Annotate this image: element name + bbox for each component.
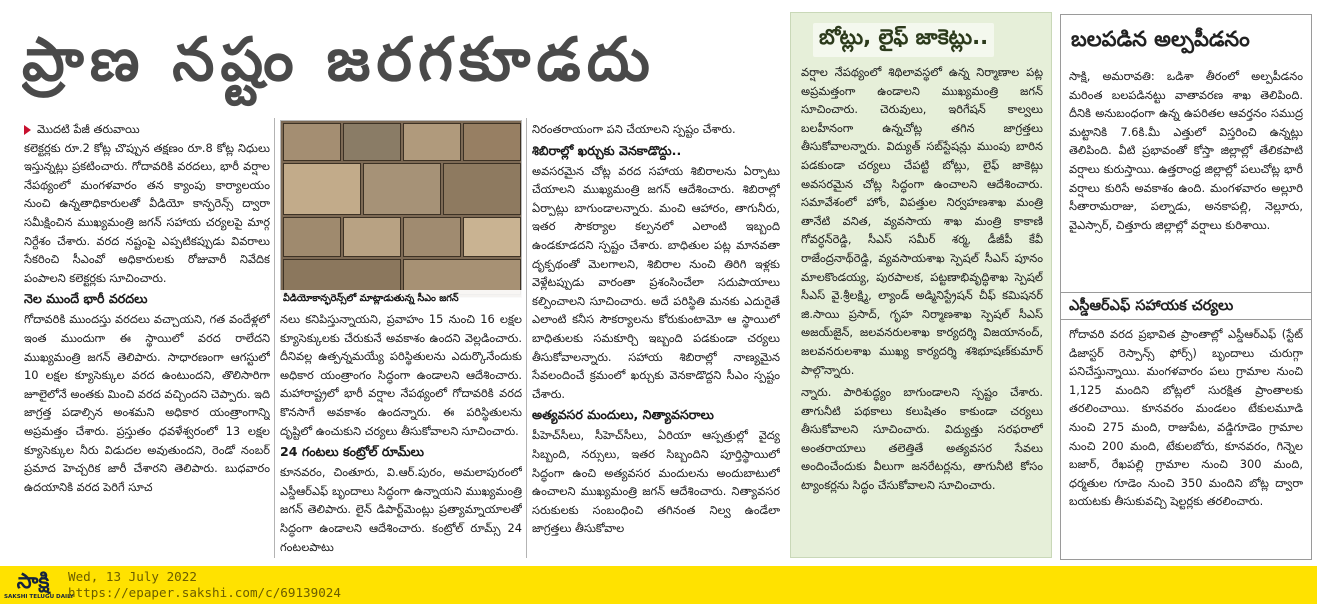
article-paragraph: కలెక్టర్లకు రూ.2 కోట్ల చొప్పున తక్షణం రూ.8 కోట్ల నిధులు ఇస్తున్నట్లు ప్రకటించారు. గోదావరికి వరదలు, భారీ వర్షాల నేపథ్యంలో మంగళవారం తన క్యాంపు కార్యాలయం నుంచి ఉన్నతాధికారులతో వీడియో కాన్ఫరెన్స్ ద్వారా సమీక్షించిన ముఖ్యమంత్రి జగన్ సహాయ చర్యలపై మార్గ నిర్దేశం చేశారు. వరద నష్టంపై ఎప్పటికప్పుడు వివరాలు సేకరించి సీఎంవో అధికారులకు రోజువారీ నివేదిక పంపాలని కలెక్టర్లకు సూచించారు. xyxy=(24,140,270,285)
article-paragraph: సాక్షి, అమరావతి: ఒడిశా తీరంలో అల్పపీడనం మరింత బలపడినట్టు వాతావరణ శాఖ తెలిపింది. దీనికి అనుబంధంగా ఉన్న ఉపరితల ఆవర్తనం సముద్ర మట్టానికి 7.6కి.మీ ఎత్తులో విస్తరించి ఉన్నట్లు తెలిపింది. వీటి ప్రభావంతో కోస్తా జిల్లాల్లో తేలికపాటి వర్షాలు కురుస్తాయి. ఉత్తరాంధ్ర జిల్లాల్లో పలుచోట్ల భారీ వర్షాలు కురిసే అవకాశం ఉంది. మంగళవారం అల్లూరి సీతారామరాజు, పల్నాడు, అనకాపల్లి, నెల్లూరు, వైఎస్సార్, చిత్తూరు జిల్లాల్లో వర్షాలు కురిశాయి. xyxy=(1069,69,1303,232)
subheading: 24 గంటలు కంట్రోల్ రూమ్‌లు xyxy=(280,444,424,460)
article-column-1 xyxy=(24,120,270,560)
article-paragraph: పీహెచ్‌సీలు, సీహెచ్‌సీలు, ఏరియా ఆస్పత్రుల్లో వైద్య సిబ్బంది, నర్సులు, ఇతర సిబ్బందిని పూర్తిస్థాయిలో సిద్ధంగా ఉంచి అత్యవసర మందులను అందుబాటులో ఉంచాలని ముఖ్యమంత్రి జగన్ ఆదేశించారు. నిత్యావసర సరుకులకు సంబంధించి తగినంత నిల్వ ఉండేలా జాగ్రత్తలు తీసుకోవాల xyxy=(532,428,780,536)
box-body-top xyxy=(1069,67,1303,289)
box-title: బలపడిన అల్పపీడనం xyxy=(1071,27,1250,51)
jump-label: మొదటి పేజీ తరువాయి xyxy=(37,122,140,136)
photo-caption: వీడియోకాన్ఫరెన్స్‌లో మాట్లాడుతున్న సీఎం జగన్ xyxy=(280,290,522,308)
article-paragraph: గోదావరి వరద ప్రభావిత ప్రాంతాల్లో ఎస్డీఆర్ఎఫ్ (స్టేట్ డిజాస్టర్ రెస్పాన్స్ ఫోర్స్) బృందాలు చురుగ్గా పనిచేస్తున్నాయి. మంగళవారం పలు గ్రామాల నుంచి 1,125 మందిని బోట్లలో సురక్షిత ప్రాంతాలకు తరలించాయి. కూనవరం మండలం టేకులమూడి నుంచి 275 మంది, రాజుపేట, వడ్డిగూడెం గ్రామాల నుంచి 200 మంది, టేకులబోరు, కూనవరం, గిన్నెల బజార్, రేఖపల్లి గ్రామాల నుంచి 300 మంది, ధర్మతుల గూడెం నుంచి 350 మందిని బోట్ల ద్వారా బయటకు తీసుకువచ్చి షెల్టర్లకు తరలించారు. xyxy=(1069,327,1303,509)
box-subheading: ఎస్డీఆర్ఎఫ్ సహాయక చర్యలు xyxy=(1061,292,1311,320)
article-column-3 xyxy=(532,120,780,560)
article-paragraph: గోదావరికి ముందస్తు వరదలు వచ్చాయని, గత వందేళ్లలో ఇంత ముందుగా ఈ స్థాయిలో వరద రాలేదని ముఖ్యమంత్రి జగన్ తెలిపారు. సాధారణంగా ఆగస్టులో 10 లక్షల క్యూసెక్కుల వరద ఉంటుందని, తొలిసారిగా జూలైలోనే అంతకు మించి వరద వచ్చిందని చెప్పారు. ఇది జాగ్రత్త పడాల్సిన అంశమని అధికార యంత్రాంగాన్ని అప్రమత్తం చేశారు. ప్రస్తుతం ధవళేశ్వరంలో 13 లక్షల క్యూసెక్కుల నీరు విడుదల అవుతుందని, రెండో నంబర్ ప్రమాద హెచ్చరిక జారీ చేశారని తెలిపారు. బుధవారం ఉదయానికి వరద పెరిగే సూచ xyxy=(24,312,270,494)
article-paragraph: నిరంతరాయంగా పని చేయాలని స్పష్టం చేశారు. xyxy=(532,122,736,136)
subheading: శిబిరాల్లో ఖర్చుకు వెనకాడొద్దు.. xyxy=(532,142,682,158)
epaper-link[interactable]: https://epaper.sakshi.com/c/69139024 xyxy=(68,585,341,600)
article-paragraph: కూనవరం, చింతూరు, వి.ఆర్.పురం, అమలాపురంలో ఎస్డీఆర్ఎఫ్ బృందాలు సిద్ధంగా ఉన్నాయని ముఖ్యమంత్రి జగన్ తెలిపారు. లైన్ డిపార్ట్‌మెంట్లు ప్రత్యామ్నాయాలతో సిద్ధంగా ఉండాలని ఆదేశించారు. కంట్రోల్ రూమ్స్ 24 గంటలపాటు xyxy=(280,465,522,554)
low-pressure-news-box xyxy=(1060,14,1312,560)
epaper-footer-bar xyxy=(0,566,1317,604)
sakshi-logo-tagline: SAKSHI TELUGU DAILY xyxy=(4,594,74,600)
subheading: అత్యవసర మందులు, నిత్యావసరాలు xyxy=(532,407,714,423)
sidebar-body xyxy=(801,63,1043,553)
edition-date: Wed, 13 July 2022 xyxy=(68,569,197,584)
article-paragraph: వర్షాల నేపథ్యంలో శిథిలావస్థలో ఉన్న నిర్మాణాల పట్ల అప్రమత్తంగా ఉండాలని ముఖ్యమంత్రి జగన్ సూచించారు. చెరువులు, ఇరిగేషన్ కాల్వలు బలహీనంగా ఉన్నచోట్ల తగిన జాగ్రత్తలు తీసుకోవాలన్నారు. విద్యుత్ సబ్‌స్టేషన్లు ముంపు బారిన పడకుండా చర్యలు చేపట్టి బోట్లు, లైఫ్ జాకెట్లు అవసరమైన చోట్ల సిద్ధంగా ఉంచాలని ఆదేశించారు. సమావేశంలో హోం, విపత్తుల నిర్వహణశాఖ మంత్రి తానేటి వనిత, వ్యవసాయ శాఖ మంత్రి కాకాణి గోవర్ధన్‌రెడ్డి, సీఎస్ సమీర్ శర్మ, డీజీపీ కేవీ రాజేంద్రనాథ్‌రెడ్డి, వ్యవసాయశాఖ స్పెషల్ సీఎస్ పూనం మాలకొండయ్య, పురపాలక, పట్టణాభివృద్ధిశాఖ స్పెషల్ సీఎస్ వై.శ్రీలక్ష్మి, ల్యాండ్ అడ్మినిస్ట్రేషన్ చీఫ్ కమిషనర్ జి.సాయి ప్రసాద్, గృహ నిర్మాణశాఖ స్పెషల్ సీఎస్ అజయ్‌జైన్, జలవనరులశాఖ కార్యదర్శి విజయానంద్, జలవనరులశాఖ ముఖ్య కార్యదర్శి శశిభూషణ్‌కుమార్ పాల్గొన్నారు. xyxy=(801,65,1043,377)
continued-from-front-page xyxy=(24,120,270,139)
column-divider xyxy=(526,118,527,558)
article-paragraph: నలు కనిపిస్తున్నాయని, ప్రవాహం 15 నుంచి 16 లక్షల క్యూసెక్కులకు చేరుకునే అవకాశం ఉందని వెల్లడించారు. దీనివల్ల ఉత్పన్నమయ్యే పరిస్థితులను ఎదుర్కొనేందుకు అధికార యంత్రాంగం సిద్ధంగా ఉండాలని ఆదేశించారు. మహారాష్ట్రలో భారీ వర్షాల నేపథ్యంలో గోదావరికి వరద కొనసాగే అవకాశం ఉందన్నారు. ఈ పరిస్థితులను దృష్టిలో ఉంచుకుని చర్యలు తీసుకోవాలని సూచించారు. xyxy=(280,312,522,438)
video-conference-photo xyxy=(280,120,522,298)
boats-life-jackets-sidebar xyxy=(790,12,1052,558)
page-headline: ప్రాణ నష్టం జరగకూడదు xyxy=(22,25,656,95)
article-column-2 xyxy=(280,310,522,560)
sakshi-logo[interactable] xyxy=(4,569,74,601)
column-divider xyxy=(274,118,275,558)
box-body-bottom xyxy=(1069,325,1303,555)
subheading: నెల ముందే భారీ వరదలు xyxy=(24,291,148,307)
triangle-bullet-icon xyxy=(24,125,31,135)
article-paragraph: అవసరమైన చోట్ల వరద సహాయ శిబిరాలను ఏర్పాటు చేయాలని ముఖ్యమంత్రి జగన్ ఆదేశించారు. శిబిరాల్లో ఏర్పాట్లు బాగుండాలన్నారు. మంచి ఆహారం, తాగునీరు, ఇతర సౌకర్యాల కల్పనలో ఎలాంటి ఇబ్బంది ఉండకూడదని స్పష్టం చేశారు. బాధితుల పట్ల మానవతా దృక్పథంతో మెలగాలని, శిబిరాల నుంచి తిరిగి ఇళ్లకు వెళ్లేటప్పుడు వారంతా ప్రశంసించేలా సదుపాయాలు కల్పించాలని సూచించారు. అదే పరిస్థితి మనకు ఎదురైతే ఎలాంటి కనీస సౌకర్యాలను కోరుకుంటామో ఆ స్థాయిలో బాధితులకు సమకూర్చి ఇబ్బంది పడకుండా చర్యలు తీసుకోవాలన్నారు. సహాయ శిబిరాల్లో నాణ్యమైన సేవలందించే క్రమంలో ఖర్చుకు వెనకాడొద్దని సీఎం స్పష్టం చేశారు. xyxy=(532,163,780,401)
sidebar-title: బోట్లు, లైఫ్ జాకెట్లు.. xyxy=(813,23,994,57)
article-paragraph: న్నారు. పారిశుద్ధ్యం బాగుండాలని స్పష్టం చేశారు. తాగునీటి పథకాలు కలుషితం కాకుండా చర్యలు తీసుకోవాలని సూచించారు. విద్యుత్తు సరఫరాలో అంతరాయాలు తలెత్తితే అత్యవసర సేవలు అందించేందుకు వీలుగా జనరేటర్లను, తాగునీటి కోసం ట్యాంకర్లను సిద్ధం చేసుకోవాలని సూచించారు. xyxy=(801,385,1043,493)
sakshi-logo-mark: సాక్షి xyxy=(16,569,50,593)
